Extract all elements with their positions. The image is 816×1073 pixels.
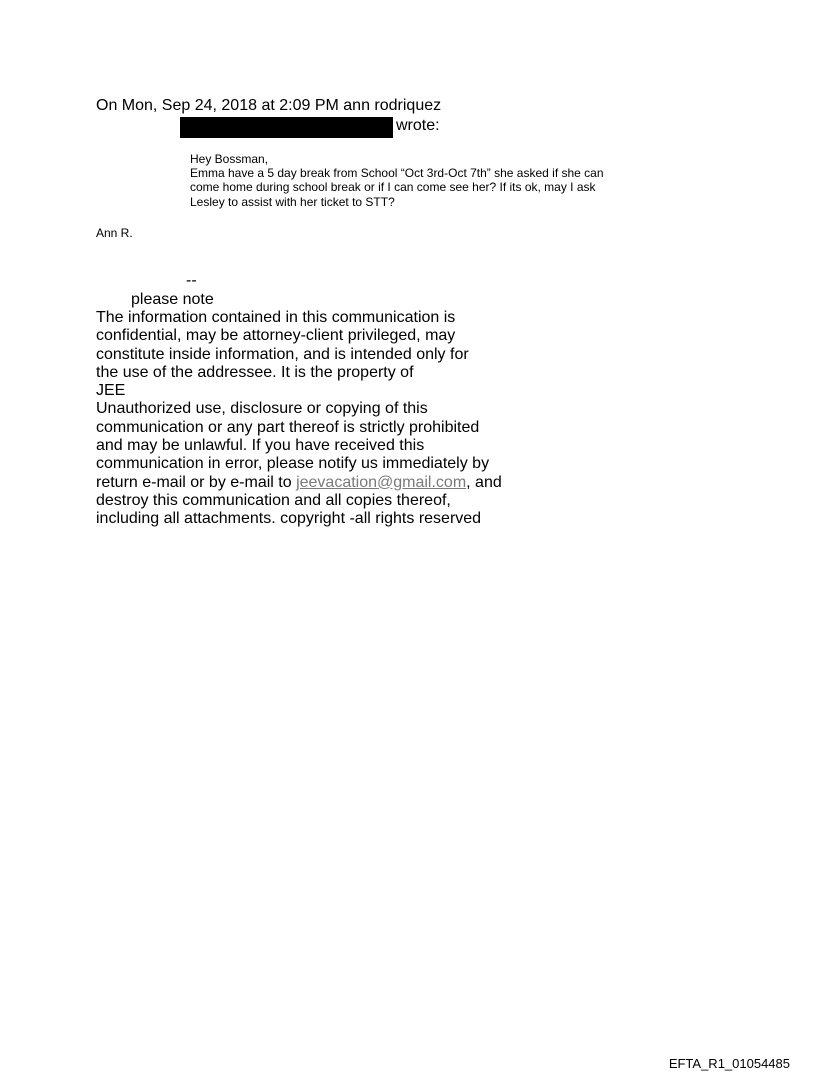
disclaimer-line: communication or any part thereof is strictly prohibited <box>96 418 480 436</box>
quoted-line: Lesley to assist with her ticket to STT? <box>190 194 395 209</box>
disclaimer-line-with-email <box>96 474 536 492</box>
disclaimer-line: communication in error, please notify us immediately by <box>96 455 490 473</box>
email-link[interactable]: jeevacation@gmail.com <box>296 473 467 491</box>
redaction-box <box>180 117 393 138</box>
quoted-line: Emma have a 5 day break from School “Oct 3rd-Oct 7th” she asked if she can <box>190 166 604 181</box>
disclaimer-line: and may be unlawful. If you have received this <box>96 437 425 455</box>
disclaimer-line: including all attachments. copyright -all rights reserved <box>96 510 482 528</box>
please-note-label: please note <box>131 291 214 308</box>
disclaimer-line: Unauthorized use, disclosure or copying of this <box>96 400 428 418</box>
quoted-line: Hey Bossman, <box>190 152 269 166</box>
disclaimer-text: return e-mail or by e-mail to <box>96 473 297 491</box>
signature-separator: -- <box>186 272 197 289</box>
reply-header-wrote: wrote: <box>396 117 440 134</box>
disclaimer-line: constitute inside information, and is intended only for <box>96 345 469 363</box>
disclaimer-line: The information contained in this communication is <box>96 309 456 326</box>
bates-number: EFTA_R1_01054485 <box>668 1056 790 1071</box>
quoted-message <box>190 152 650 209</box>
quoted-line: come home during school break or if I can come see her? If its ok, may I ask <box>190 180 596 195</box>
disclaimer-text: , and <box>466 473 502 491</box>
reply-header: On Mon, Sep 24, 2018 at 2:09 PM ann rodriquez <box>96 97 442 114</box>
signature: Ann R. <box>96 226 133 240</box>
disclaimer-line: destroy this communication and all copies thereof, <box>96 491 451 509</box>
disclaimer-line: JEE <box>96 382 126 400</box>
disclaimer-line: confidential, may be attorney-client privileged, may <box>96 327 456 345</box>
disclaimer-line: the use of the addressee. It is the property of <box>96 363 414 381</box>
disclaimer <box>96 309 536 529</box>
